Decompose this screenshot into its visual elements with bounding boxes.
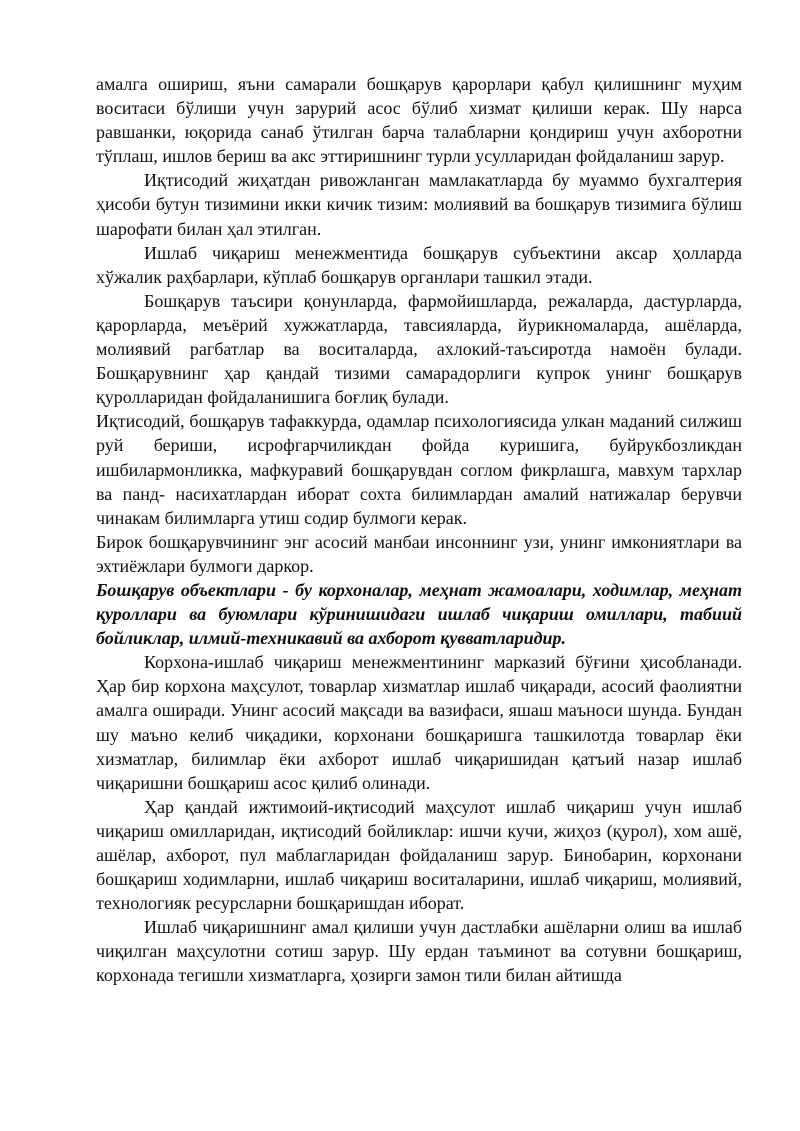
paragraph-4: Бошқарув таъсири қонунларда, фармойишларда, режаларда, дастурларда, қарорларда, меъёрий хужжатларда, тавсияларда, йурикномаларда, ашёларда, молиявий рагбатлар ва воситаларда, ахлокий-таъсиротда намоён булади. Бошқарувнинг ҳар қандай тизими самарадорлиги купрок унинг бошқарув қуролларидан фойдаланишига боғлиқ булади. [96, 290, 742, 408]
paragraph-3: Ишлаб чиқариш менежментида бошқарув субъектини аксар ҳолларда хўжалик раҳбарлари, кўплаб бошқарув органлари ташкил этади. [96, 242, 742, 287]
paragraph-10: Ишлаб чиқаришнинг амал қилиши учун дастлабки ашёларни олиш ва ишлаб чиқилган маҳсулотни сотиш зарур. Шу ердан таъминот ва сотувни бошқариш, корхонада тегишли хизматларга, ҳозирги замон тили билан айтишда [96, 917, 742, 986]
paragraph-1: амалга ошириш, яъни самарали бошқарув қарорлари қабул қилишнинг муҳим воситаси бўлиши учун зарурий асос бўлиб хизмат қилиши керак. Шу нарса равшанки, юқорида санаб ўтилган барча талабларни қондириш учун ахборотни тўплаш, ишлов бериш ва акс эттиришнинг турли усулларидан фойдаланиш зарур. [96, 74, 742, 167]
document-page [96, 72, 742, 988]
paragraph-6: Бирок бошқарувчининг энг асосий манбаи инсоннинг узи, унинг имкониятлари ва эхтиёжлари булмоги даркор. [96, 531, 742, 576]
paragraph-5: Иқтисодий, бошқарув тафаккурда, одамлар психологиясида улкан маданий силжиш руй бериши, исрофгарчиликдан фойда куришига, буйрукбозликдан ишбилармонликка, мафкуравий бошқарувдан соглом фикрлашга, мавхум тархлар ва панд- насихатлардан иборат сохта билимлардан амалий натижалар берувчи чинакам билимларга утиш содир булмоги керак. [96, 411, 742, 528]
paragraph-7-emphasis: Бошқарув объектлари - бу корхоналар, меҳнат жамоалари, ходимлар, меҳнат қуроллари ва буюмлари кўринишидаги ишлаб чиқариш омиллари, табиий бойликлар, илмий-техникавий ва ахборот қувватларидир. [96, 579, 742, 649]
paragraph-9: Ҳар қандай ижтимоий-иқтисодий маҳсулот ишлаб чиқариш учун ишлаб чиқариш омилларидан, иқтисодий бойликлар: ишчи кучи, жиҳоз (қурол), хом ашё, ашёлар, ахборот, пул маблагларидан фойдаланиш зарур. Бинобарин, корхонани бошқариш ходимларни, ишлаб чиқариш воситаларини, ишлаб чиқариш, молиявий, технологияк ресурсларни бошқаришдан иборат. [96, 796, 742, 914]
paragraph-2: Иқтисодий жиҳатдан ривожланган мамлакатларда бу муаммо бухгалтерия ҳисоби бутун тизимини икки кичик тизим: молиявий ва бошқарув тизимига бўлиш шарофати билан ҳал этилган. [96, 170, 742, 239]
paragraph-8: Корхона-ишлаб чиқариш менежментининг марказий бўғини ҳисобланади. Ҳар бир корхона маҳсулот, товарлар хизматлар ишлаб чиқаради, асосий фаолиятни амалга оширади. Унинг асосий мақсади ва вазифаси, яшаш маъноси шунда. Бундан шу маъно келиб чиқадики, корхонани бошқаришга ташкилотда товарлар ёки хизматлар, билимлар ёки ахборот ишлаб чиқаришидан қатъий назар ишлаб чиқаришни бошқариш асос қилиб олинади. [96, 652, 742, 793]
